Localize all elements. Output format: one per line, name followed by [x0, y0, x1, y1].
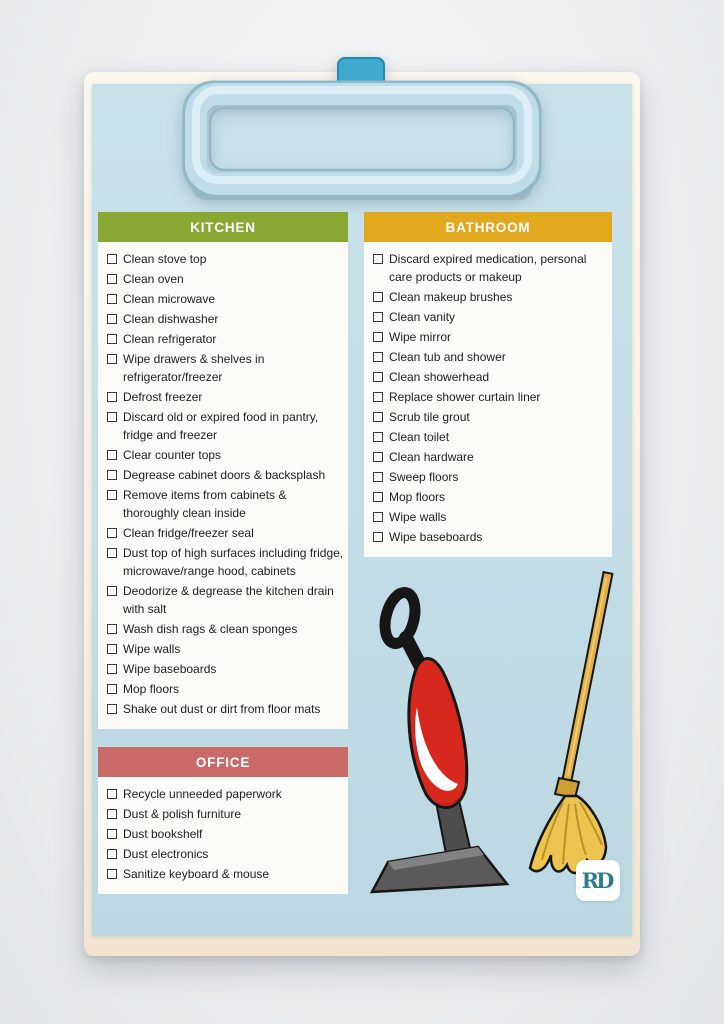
- checkbox-icon: [107, 829, 117, 839]
- checklist-item: [372, 388, 608, 406]
- checklist-item: [106, 700, 344, 718]
- checklist-item: [106, 466, 344, 484]
- checklist-item: [106, 660, 344, 678]
- checklist-item-label: Remove items from cabinets & thoroughly clean inside: [123, 488, 287, 520]
- checkbox-icon: [373, 512, 383, 522]
- checklist-item: [106, 620, 344, 638]
- checklist-paper: [92, 84, 632, 936]
- checklist-item: [106, 845, 344, 863]
- checkbox-icon: [373, 312, 383, 322]
- checklist-item-label: Clean oven: [123, 272, 184, 286]
- checklist-item-label: Wipe mirror: [389, 330, 451, 344]
- checkbox-icon: [107, 470, 117, 480]
- checklist-item: [106, 486, 344, 522]
- checklist-item: [106, 408, 344, 444]
- section-kitchen: [98, 212, 348, 729]
- checklist-item-label: Recycle unneeded paperwork: [123, 787, 282, 801]
- checkbox-icon: [107, 274, 117, 284]
- checklist-item-label: Wipe baseboards: [123, 662, 217, 676]
- right-column: [364, 212, 612, 557]
- checkbox-icon: [107, 644, 117, 654]
- checkbox-icon: [107, 354, 117, 364]
- checkbox-icon: [107, 789, 117, 799]
- kitchen-checklist: [98, 242, 348, 729]
- checklist-item: [372, 408, 608, 426]
- checklist-item: [106, 310, 344, 328]
- office-checklist: [98, 777, 348, 894]
- checklist-item: [372, 528, 608, 546]
- checkbox-icon: [107, 664, 117, 674]
- section-title: BATHROOM: [445, 219, 531, 235]
- checklist-item: [106, 250, 344, 268]
- checklist-item-label: Mop floors: [389, 490, 446, 504]
- checkbox-icon: [373, 492, 383, 502]
- checkbox-icon: [107, 586, 117, 596]
- checklist-item-label: Wipe baseboards: [389, 530, 483, 544]
- checklist-item: [372, 428, 608, 446]
- checkbox-icon: [107, 450, 117, 460]
- checkbox-icon: [373, 372, 383, 382]
- checklist-item-label: Wipe drawers & shelves in refrigerator/freezer: [123, 352, 265, 384]
- checklist-item: [106, 640, 344, 658]
- checklist-item: [372, 288, 608, 306]
- checklist-item-label: Clean stove top: [123, 252, 207, 266]
- checklist-item-label: Sanitize keyboard & mouse: [123, 867, 270, 881]
- checkbox-icon: [373, 412, 383, 422]
- mop-icon: [530, 572, 612, 873]
- checklist-item: [106, 785, 344, 803]
- checklist-item: [106, 330, 344, 348]
- checklist-item: [372, 348, 608, 366]
- checklist-item-label: Clean showerhead: [389, 370, 490, 384]
- checklist-item-label: Replace shower curtain liner: [389, 390, 541, 404]
- checklist-item-label: Clean dishwasher: [123, 312, 219, 326]
- checklist-item: [372, 308, 608, 326]
- checklist-item-label: Discard old or expired food in pantry, fridge and freezer: [123, 410, 319, 442]
- checklist-item: [106, 524, 344, 542]
- checkbox-icon: [107, 254, 117, 264]
- checklist-item-label: Defrost freezer: [123, 390, 203, 404]
- checklist-item: [372, 368, 608, 386]
- checklist-item-label: Degrease cabinet doors & backsplash: [123, 468, 326, 482]
- checkbox-icon: [107, 684, 117, 694]
- checklist-item-label: Scrub tile grout: [389, 410, 470, 424]
- checkbox-icon: [107, 869, 117, 879]
- checklist-item-label: Wipe walls: [389, 510, 447, 524]
- checklist-item: [372, 488, 608, 506]
- checklist-item: [372, 328, 608, 346]
- left-column: [98, 212, 348, 894]
- checkbox-icon: [107, 704, 117, 714]
- rd-logo: RD: [576, 860, 620, 901]
- bathroom-checklist: [364, 242, 612, 557]
- section-header-office: [98, 747, 348, 777]
- checklist-item: [106, 825, 344, 843]
- section-office: [98, 747, 348, 894]
- checkbox-icon: [373, 292, 383, 302]
- checklist-item: [106, 544, 344, 580]
- checkbox-icon: [373, 332, 383, 342]
- checklist-item-label: Clear counter tops: [123, 448, 222, 462]
- checklist-item: [106, 446, 344, 464]
- checklist-item-label: Discard expired medication, personal care products or makeup: [389, 252, 587, 284]
- checklist-item-label: Dust bookshelf: [123, 827, 203, 841]
- checklist-item-label: Mop floors: [123, 682, 180, 696]
- checklist-item-label: Clean tub and shower: [389, 350, 506, 364]
- checklist-item-label: Clean makeup brushes: [389, 290, 513, 304]
- checklist-item-label: Clean refrigerator: [123, 332, 217, 346]
- checkbox-icon: [107, 412, 117, 422]
- checkbox-icon: [373, 352, 383, 362]
- checklist-item-label: Shake out dust or dirt from floor mats: [123, 702, 321, 716]
- checkbox-icon: [107, 548, 117, 558]
- checklist-item-label: Dust & polish furniture: [123, 807, 242, 821]
- checkbox-icon: [107, 624, 117, 634]
- section-title: OFFICE: [195, 754, 251, 770]
- checkbox-icon: [107, 490, 117, 500]
- checkbox-icon: [373, 432, 383, 442]
- checklist-item-label: Clean vanity: [389, 310, 456, 324]
- checklist-item: [106, 388, 344, 406]
- checklist-item: [106, 270, 344, 288]
- checklist-item-label: Clean microwave: [123, 292, 216, 306]
- checkbox-icon: [107, 294, 117, 304]
- checklist-item-label: Clean toilet: [389, 430, 450, 444]
- checklist-item-label: Wipe walls: [123, 642, 181, 656]
- checkbox-icon: [107, 849, 117, 859]
- section-title: KITCHEN: [190, 219, 256, 235]
- checkbox-icon: [373, 254, 383, 264]
- checkbox-icon: [373, 532, 383, 542]
- section-header-kitchen: [98, 212, 348, 242]
- checklist-item: [106, 350, 344, 386]
- checkbox-icon: [107, 809, 117, 819]
- checklist-item-label: Wash dish rags & clean sponges: [123, 622, 298, 636]
- clipboard-clip: [170, 56, 554, 206]
- checklist-item-label: Dust top of high surfaces including fridge, microwave/range hood, cabinets: [123, 546, 344, 578]
- checklist-item-label: Clean hardware: [389, 450, 474, 464]
- checklist-item-label: Deodorize & degrease the kitchen drain with salt: [123, 584, 334, 616]
- checklist-item: [106, 680, 344, 698]
- checkbox-icon: [373, 472, 383, 482]
- section-header-bathroom: [364, 212, 612, 242]
- checklist-item-label: Sweep floors: [389, 470, 459, 484]
- checkbox-icon: [373, 392, 383, 402]
- checklist-item: [372, 250, 608, 286]
- checklist-item-label: Dust electronics: [123, 847, 209, 861]
- vacuum-cleaner-icon: [372, 589, 507, 892]
- checkbox-icon: [107, 528, 117, 538]
- checkbox-icon: [107, 314, 117, 324]
- checklist-item: [106, 582, 344, 618]
- checklist-item: [372, 508, 608, 526]
- section-bathroom: [364, 212, 612, 557]
- checklist-item-label: Clean fridge/freezer seal: [123, 526, 254, 540]
- checklist-item: [106, 290, 344, 308]
- checkbox-icon: [107, 392, 117, 402]
- checklist-item: [372, 448, 608, 466]
- checklist-item: [106, 805, 344, 823]
- checkbox-icon: [373, 452, 383, 462]
- checklist-item: [106, 865, 344, 883]
- checklist-item: [372, 468, 608, 486]
- checkbox-icon: [107, 334, 117, 344]
